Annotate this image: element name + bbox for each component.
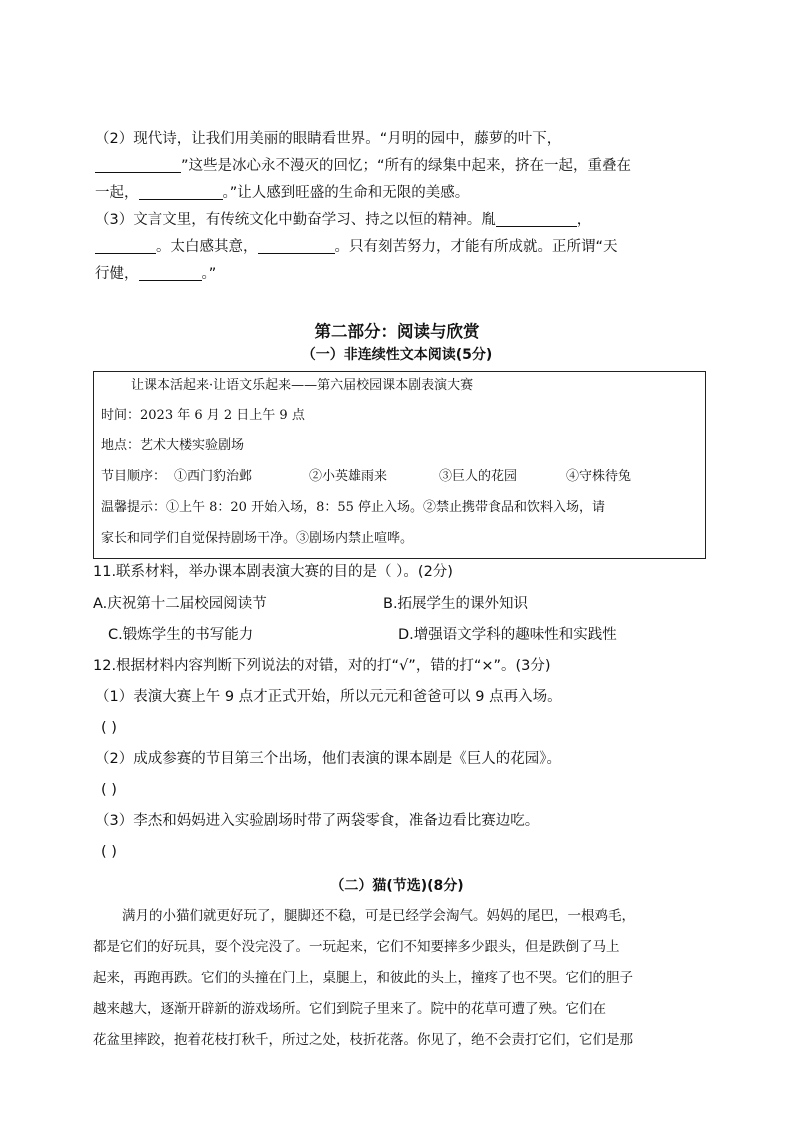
answer-blank[interactable] xyxy=(496,212,577,227)
notice-time: 时间：2023 年 6 月 2 日上午 9 点 xyxy=(101,408,305,423)
part2-subtitle-2: （二）猫(节选)(8分) xyxy=(330,878,464,894)
passage-line: 起来，再跑再跌。它们的头撞在门上，桌腿上，和彼此的头上，撞疼了也不哭。它们的胆子 xyxy=(93,970,633,986)
program-item: ①西门豹治邺 xyxy=(174,469,253,484)
answer-blank[interactable] xyxy=(139,266,202,281)
q11-option-b[interactable]: B.拓展学生的课外知识 xyxy=(383,596,529,612)
q3-line2: 。太白感其意， 。只有刻苦努力，才能有所成就。正所谓“天 xyxy=(95,238,618,256)
answer-blank[interactable] xyxy=(258,239,335,254)
q12-item-1: （1）表演大赛上午 9 点才正式开始，所以元元和爸爸可以 9 点再入场。 xyxy=(95,689,562,705)
notice-heading: 让课本活起来·让语文乐起来——第六届校园课本剧表演大赛 xyxy=(131,378,474,393)
q12-item-2: （2）成成参赛的节目第三个出场，他们表演的课本剧是《巨人的花园》。 xyxy=(95,751,561,767)
program-item: ③巨人的花园 xyxy=(439,469,518,484)
q3-line1: （3）文言文里，有传统文化中勤奋学习、持之以恒的精神。胤 ， xyxy=(95,212,592,228)
answer-blank[interactable] xyxy=(95,158,181,173)
answer-blank[interactable] xyxy=(95,239,156,254)
q2-line3: 一起， 。”让人感到旺盛的生命和无限的美感。 xyxy=(95,185,470,201)
q12-item-3: （3）李杰和妈妈进入实验剧场时带了两袋零食，准备边看比赛边吃。 xyxy=(95,813,540,829)
q3-line3: 行健， 。” xyxy=(95,266,217,282)
q12-answer-paren-2[interactable]: ( ) xyxy=(101,782,117,798)
notice-tips-line1: 温馨提示：①上午 8：20 开始入场，8：55 停止入场。②禁止携带食品和饮料入场，请 xyxy=(101,500,606,515)
q11-stem: 11.联系材料，举办课本剧表演大赛的目的是（ ）。(2分) xyxy=(93,564,453,580)
part2-subtitle-1: （一）非连续性文本阅读(5分) xyxy=(301,347,493,363)
program-item: ②小英雄雨来 xyxy=(309,469,388,484)
passage-line: 越来越大，逐渐开辟新的游戏场所。它们到院子里来了。院中的花草可遭了殃。它们在 xyxy=(93,1001,606,1017)
q2-line2: ”这些是冰心永不漫灭的回忆；“所有的绿集中起来，挤在一起，重叠在 xyxy=(95,157,631,175)
q2-line1: （2）现代诗，让我们用美丽的眼睛看世界。“月明的园中，藤萝的叶下， xyxy=(95,131,562,147)
answer-blank[interactable] xyxy=(139,185,223,200)
q11-option-c[interactable]: C.锻炼学生的书写能力 xyxy=(108,627,254,643)
passage-line: 满月的小猫们就更好玩了，腿脚还不稳，可是已经学会淘气。妈妈的尾巴，一根鸡毛， xyxy=(122,908,635,924)
q12-stem: 12.根据材料内容判断下列说法的对错，对的打“√”，错的打“×”。(3分) xyxy=(93,658,551,674)
passage-line: 花盆里摔跤，抱着花枝打秋千，所过之处，枝折花落。你见了，绝不会责打它们，它们是那 xyxy=(93,1032,633,1048)
notice-box xyxy=(93,371,706,559)
part2-title: 第二部分：阅读与欣赏 xyxy=(314,322,480,341)
q12-answer-paren-3[interactable]: ( ) xyxy=(101,844,117,860)
notice-tips-line2: 家长和同学们自觉保持剧场干净。③剧场内禁止喧哗。 xyxy=(101,531,414,546)
notice-order-label: 节目顺序： xyxy=(101,469,167,484)
passage-line: 都是它们的好玩具，耍个没完没了。一玩起来，它们不知要摔多少跟头，但是跌倒了马上 xyxy=(93,939,620,955)
program-item: ④守株待兔 xyxy=(566,469,632,484)
q11-option-a[interactable]: A.庆祝第十二届校园阅读节 xyxy=(93,596,267,612)
notice-place: 地点：艺术大楼实验剧场 xyxy=(101,438,245,453)
q11-option-d[interactable]: D.增强语文学科的趣味性和实践性 xyxy=(398,627,617,643)
q12-answer-paren-1[interactable]: ( ) xyxy=(101,720,117,736)
